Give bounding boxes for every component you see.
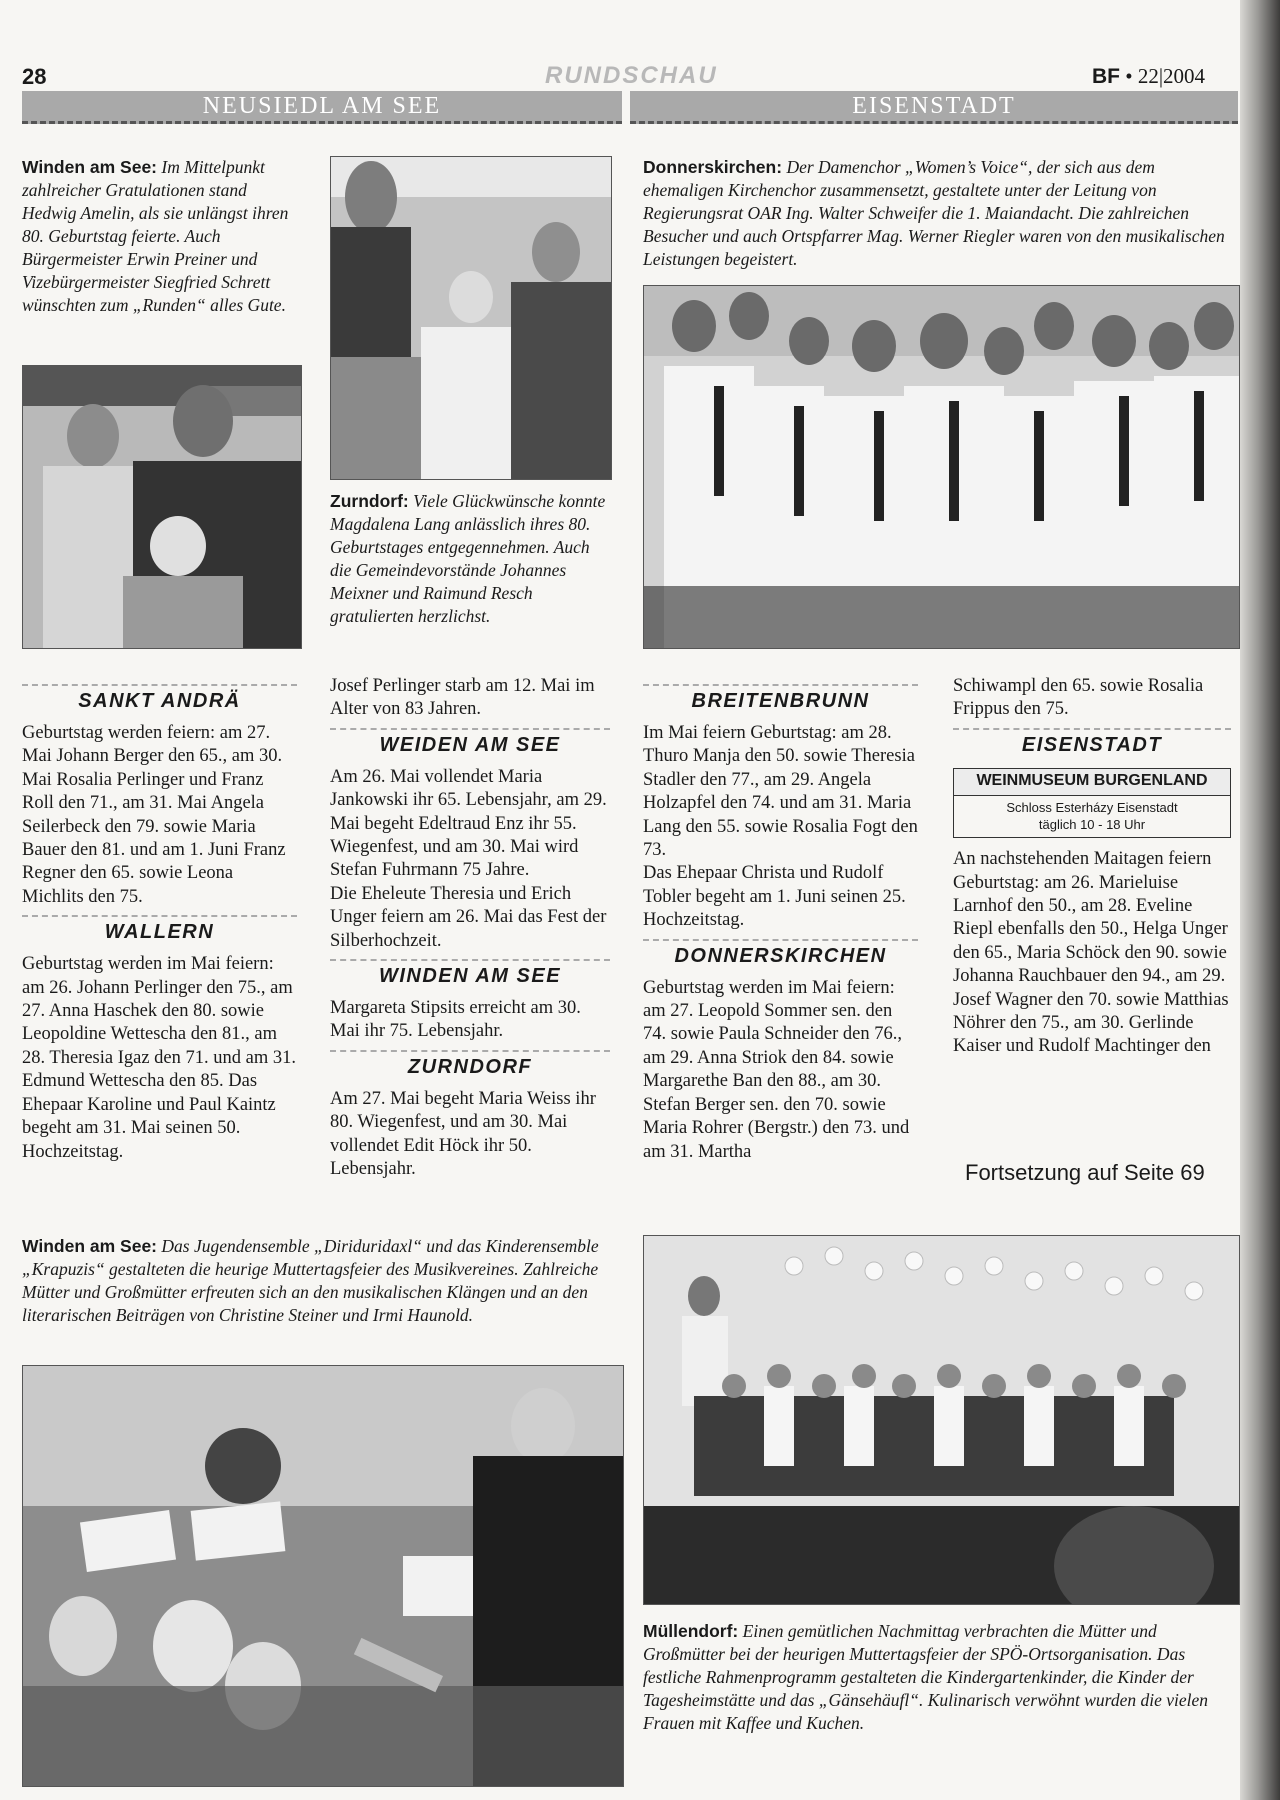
caption-winden-bottom <box>22 1235 627 1327</box>
caption-place: Müllendorf: <box>643 1621 739 1641</box>
ad-line-1: Schloss Esterházy Eisenstadt <box>1006 800 1178 816</box>
text-donnerskirchen: Geburtstag werden im Mai feiern: am 27. Leopold Sommer sen. den 74. sowie Paula Schneider den 76., am 29. Anna Striok den 84. sowie Margarethe Ban den 88., am 30. Stefan Berger sen. den 70. sowie Maria Rohrer (Bergstr.) den 73. und am 31. Martha <box>643 977 910 1162</box>
heading-zurndorf: ZURNDORF <box>330 1050 610 1082</box>
weinmuseum-ad <box>953 768 1231 838</box>
page-binding-shadow <box>1240 0 1280 1800</box>
caption-text: Das Jugendensemble „Diriduridaxl“ und das Kinderensemble „Krapuzis“ gestalteten die heurige Muttertagsfeier des Musikvereines. Zahlreiche Mütter und Großmütter erfreuten sich an den musikalischen Klängen und an den literarischen Beiträgen von Christine Steiner und Irmi Haunold. <box>22 1236 599 1325</box>
caption-place: Zurndorf: <box>330 491 409 511</box>
heading-wallern: WALLERN <box>22 915 297 947</box>
caption-muellendorf <box>643 1620 1238 1735</box>
issue-prefix: BF <box>1092 65 1120 88</box>
text-schiwampl-cont: Schiwampl den 65. sowie Rosalia Frippus den 75. <box>953 676 1204 720</box>
region-band-right <box>630 91 1238 124</box>
issue-info <box>1092 64 1205 89</box>
column-1 <box>22 678 297 1164</box>
heading-winden: WINDEN AM SEE <box>330 959 610 991</box>
text-breitenbrunn-2: Das Ehepaar Christa und Rudolf Tobler begeht am 1. Juni seinen 25. Hochzeitstag. <box>643 863 906 931</box>
column-2 <box>330 675 610 1182</box>
text-zurndorf: Am 27. Mai begeht Maria Weiss ihr 80. Wiegenfest, und am 30. Mai vollendet Edit Höck ihr 50. Lebensjahr. <box>330 1088 596 1180</box>
text-sankt-andrae: Geburtstag werden feiern: am 27. Mai Johann Berger den 65., am 30. Mai Rosalia Perlinger und Franz Roll den 71., am 31. Mai Angela Seilerbeck den 79. sowie Maria Bauer den 81. und am 1. Juni Franz Regner den 65. sowie Leona Michlits den 75. <box>22 723 286 907</box>
ad-line-2: täglich 10 - 18 Uhr <box>1038 817 1146 833</box>
caption-text: Viele Glückwünsche konnte Magdalena Lang anlässlich ihres 80. Geburtstages entgegennehmen. Auch die Gemeindevorstände Johannes Meixner und Raimund Resch gratulierten herzlichst. <box>330 491 606 626</box>
caption-text: Im Mittelpunkt zahlreicher Gratulationen stand Hedwig Amelin, als sie unlängst ihren 80. Geburtstag feierte. Auch Bürgermeister Erwin Preiner und Vizebürgermeister Siegfried Schrett wünschten zum „Runden“ alles Gute. <box>22 157 289 315</box>
photo-amelin-birthday <box>22 365 302 649</box>
heading-sankt-andrae: SANKT ANDRÄ <box>22 684 297 716</box>
photo-zurndorf-lang <box>330 156 612 480</box>
section-title: RUNDSCHAU <box>545 62 718 89</box>
text-weiden-2: Die Eheleute Theresia und Erich Unger feiern am 26. Mai das Fest der Silberhochzeit. <box>330 883 607 951</box>
column-3 <box>643 678 918 1164</box>
photo-muellendorf-children <box>643 1235 1240 1605</box>
photo-muttertag-music <box>22 1365 624 1787</box>
continuation-note: Fortsetzung auf Seite 69 <box>965 1160 1205 1185</box>
photo-choir-womens-voice <box>643 285 1240 649</box>
heading-donnerskirchen: DONNERSKIRCHEN <box>643 939 918 971</box>
column-4 <box>953 675 1231 1059</box>
text-winden: Margareta Stipsits erreicht am 30. Mai ihr 75. Lebensjahr. <box>330 998 581 1042</box>
caption-text: Einen gemütlichen Nachmittag verbrachten die Mütter und Großmütter bei der heurigen Muttertagsfeier der SPÖ-Ortsorganisation. Das festliche Rahmenprogramm gestalteten die Kindergartenkinder, die Kinder der Tagesheimstätte und das „Gänsehäufl“. Kulinarisch verwöhnt wurden die vielen Frauen mit Kaffee und Kuchen. <box>643 1621 1209 1733</box>
region-right-title: EISENSTADT <box>852 93 1016 119</box>
caption-winden-top <box>22 156 302 317</box>
caption-place: Winden am See: <box>22 157 158 177</box>
text-breitenbrunn: Im Mai feiern Geburtstag: am 28. Thuro Manja den 50. sowie Theresia Stadler den 77., am 29. Angela Holzapfel den 74. und am 31. Maria Lang den 55. sowie Rosalia Fogt den 73. <box>643 723 918 861</box>
caption-place: Winden am See: <box>22 1236 158 1256</box>
page-number: 28 <box>22 64 47 89</box>
ad-title: WEINMUSEUM BURGENLAND <box>954 769 1230 796</box>
issue-number: • 22|2004 <box>1125 64 1206 88</box>
text-weiden: Am 26. Mai vollendet Maria Jankowski ihr 65. Lebensjahr, am 29. Mai begeht Edeltraud Enz ihr 55. Wiegenfest, und am 30. Mai wird Stefan Fuhrmann 75 Jahre. <box>330 766 607 881</box>
caption-zurndorf <box>330 490 610 628</box>
heading-weiden: WEIDEN AM SEE <box>330 728 610 760</box>
text-perlinger-cont: Josef Perlinger starb am 12. Mai im Alter von 83 Jahren. <box>330 676 595 720</box>
heading-eisenstadt: EISENSTADT <box>953 728 1231 760</box>
region-band-left <box>22 91 622 124</box>
text-eisenstadt: An nachstehenden Maitagen feiern Geburtstag: am 26. Marieluise Larnhof den 50., am 28. Eveline Riepl ebenfalls den 50., Helga Unger den 65., Maria Schöck den 90. sowie Johanna Rauchbauer den 94., am 29. Josef Wagner den 70. sowie Matthias Nöhrer den 75., am 30. Gerlinde Kaiser und Rudolf Machtinger den <box>953 849 1229 1057</box>
region-left-title: NEUSIEDL AM SEE <box>202 93 442 119</box>
caption-text: Der Damenchor „Women’s Voice“, der sich aus dem ehemaligen Kirchenchor zusammensetzt, gestaltete unter der Leitung von Regierungsrat OAR Ing. Walter Schweifer die 1. Maiandacht. Die zahlreichen Besucher und auch Ortspfarrer Mag. Werner Riegler waren von den musikalischen Leistungen begeistert. <box>643 157 1225 269</box>
heading-breitenbrunn: BREITENBRUNN <box>643 684 918 716</box>
caption-donnerskirchen <box>643 156 1238 271</box>
caption-place: Donnerskirchen: <box>643 157 783 177</box>
text-wallern: Geburtstag werden im Mai feiern: am 26. Johann Perlinger den 75., am 27. Anna Haschek den 80. sowie Leopoldine Wettescha den 81., am 28. Theresia Igaz den 71. und am 31. Edmund Wettescha den 85. Das Ehepaar Karoline und Paul Kaintz begeht am 31. Mai seinen 50. Hochzeitstag. <box>22 954 296 1162</box>
